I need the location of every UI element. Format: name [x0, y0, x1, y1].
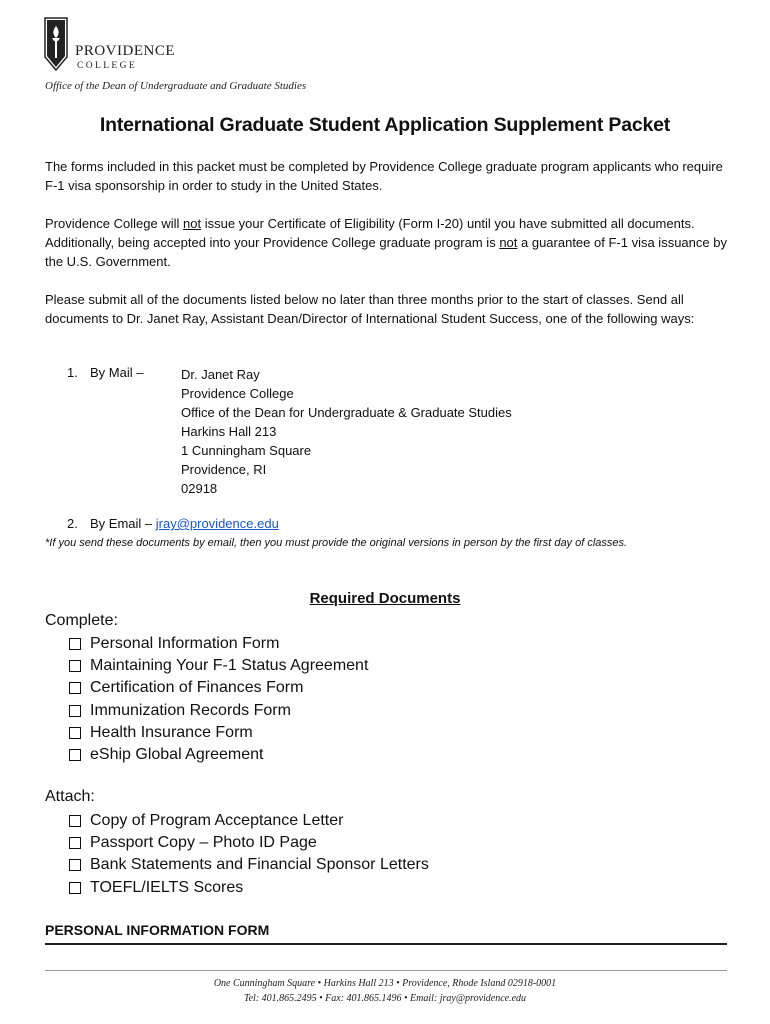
mail-label: By Mail – [90, 365, 144, 380]
address-line: Dr. Janet Ray [181, 367, 260, 382]
checklist-item: Immunization Records Form [69, 700, 368, 722]
checkbox[interactable] [69, 859, 81, 871]
address-line: Providence College [181, 386, 294, 401]
checkbox[interactable] [69, 638, 81, 650]
attach-checklist [69, 810, 429, 899]
email-number: 2. [67, 516, 78, 531]
checklist-item: eShip Global Agreement [69, 744, 368, 766]
eligibility-paragraph: Providence College will not issue your Certificate of Eligibility (Form I-20) until you have submitted all documents. Additionally, being accepted into your Providence College graduate program is not a guarantee of F-1 visa issuance by the U.S. Government. [45, 216, 727, 269]
email-method: By Email – jray@providence.edu [90, 516, 279, 531]
address-line: 02918 [181, 481, 218, 496]
address-line: Providence, RI [181, 462, 267, 477]
checklist-item: Copy of Program Acceptance Letter [69, 810, 429, 832]
checklist-item: Health Insurance Form [69, 722, 368, 744]
submit-paragraph: Please submit all of the documents listed below no later than three months prior to the start of classes. Send all documents to Dr. Janet Ray, Assistant Dean/Director of International Student Success, one of the following ways: [45, 292, 695, 326]
checkbox[interactable] [69, 749, 81, 761]
not-emphasis: not [183, 216, 202, 231]
checklist-item: Passport Copy – Photo ID Page [69, 832, 429, 854]
personal-information-heading: PERSONAL INFORMATION FORM [45, 922, 270, 938]
office-line: Office of the Dean of Undergraduate and Graduate Studies [45, 80, 307, 92]
address-line: Office of the Dean for Undergraduate & Graduate Studies [181, 405, 512, 420]
checkbox[interactable] [69, 705, 81, 717]
required-documents-heading: Required Documents [309, 590, 461, 607]
checklist-item: TOEFL/IELTS Scores [69, 877, 429, 899]
not-emphasis: not [499, 235, 518, 250]
checklist-item: Maintaining Your F-1 Status Agreement [69, 655, 368, 677]
checkbox[interactable] [69, 882, 81, 894]
email-note: *If you send these documents by email, then you must provide the original versions in person by the first day of classes. [45, 537, 628, 549]
complete-checklist [69, 633, 368, 766]
complete-label: Complete: [45, 612, 118, 629]
checkbox[interactable] [69, 837, 81, 849]
footer-address: One Cunningham Square • Harkins Hall 213 • Providence, Rhode Island 02918-0001 [213, 978, 557, 989]
logo-name: PROVIDENCE [75, 43, 176, 59]
footer-contact: Tel: 401.865.2495 • Fax: 401.865.1496 • Email: jray@providence.edu [243, 993, 527, 1004]
checklist-item: Personal Information Form [69, 633, 368, 655]
checkbox[interactable] [69, 727, 81, 739]
college-logo [44, 17, 174, 75]
checkbox[interactable] [69, 682, 81, 694]
checklist-item: Certification of Finances Form [69, 677, 368, 699]
attach-label: Attach: [45, 788, 95, 805]
torch-shield-icon [44, 17, 68, 71]
section-divider [45, 943, 727, 945]
checkbox[interactable] [69, 660, 81, 672]
footer-divider [45, 970, 727, 971]
mailing-address [181, 365, 512, 498]
email-link[interactable]: jray@providence.edu [155, 516, 279, 531]
checkbox[interactable] [69, 815, 81, 827]
checklist-item: Bank Statements and Financial Sponsor Letters [69, 854, 429, 876]
logo-subtitle: COLLEGE [77, 61, 138, 71]
address-line: 1 Cunningham Square [181, 443, 312, 458]
mail-number: 1. [67, 365, 78, 380]
intro-paragraph: The forms included in this packet must be completed by Providence College graduate program applicants who require F-1 visa sponsorship in order to study in the United States. [45, 159, 723, 193]
address-line: Harkins Hall 213 [181, 424, 277, 439]
page-title: International Graduate Student Application Supplement Packet [99, 114, 671, 136]
